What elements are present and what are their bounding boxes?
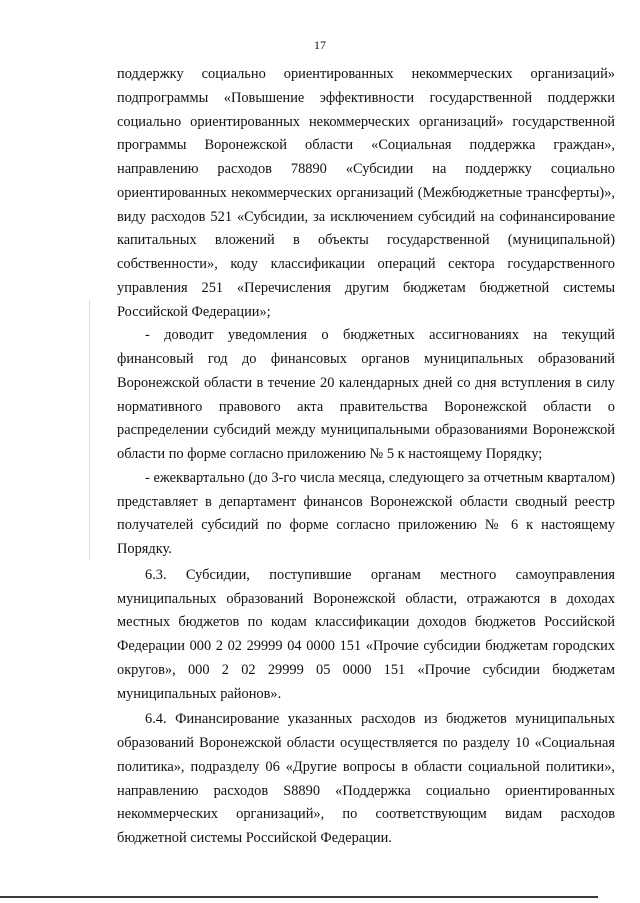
paragraph-6-4: 6.4. Финансирование указанных расходов из бюджетов муниципальных образований Воронежской области осуществляется по разделу 10 «Социальная политика», подразделу 06 «Другие вопросы в области социальной политики», направлению расходов S8890 «Поддержка социально ориентированных некоммерческих организаций», по соответствующим видам расходов бюджетной системы Российской Федерации.	[117, 711, 615, 846]
document-body	[117, 63, 615, 851]
paragraph-continuation: поддержку социально ориентированных некоммерческих организаций» подпрограммы «Повышение эффективности государственной поддержки социально ориентированных некоммерческих организаций» государственной программы Воронежской области «Социальная поддержка граждан», направлению расходов 78890 «Субсидии на поддержку социально ориентированных некоммерческих организаций (Межбюджетные трансферты)», виду расходов 521 «Субсидии, за исключением субсидий на софинансирование капитальных вложений в объекты государственной (муниципальной) собственности», коду классификации операций сектора государственного управления 251 «Перечисления другим бюджетам бюджетной системы Российской Федерации»;	[117, 66, 615, 320]
bottom-rule	[0, 896, 598, 898]
page-number: 17	[314, 38, 326, 52]
scan-margin-mark	[89, 300, 90, 560]
paragraph-quarterly-report: - ежеквартально (до 3-го числа месяца, следующего за отчетным кварталом) представляет в департамент финансов Воронежской области сводный реестр получателей субсидий по форме согласно приложению № 6 к настоящему Порядку.	[117, 469, 615, 557]
paragraph-6-3: 6.3. Субсидии, поступившие органам местного самоуправления муниципальных образований Воронежской области, отражаются в доходах местных бюджетов по кодам классификации доходов бюджетов Российской Федерации 000 2 02 29999 04 0000 151 «Прочие субсидии бюджетам городских округов», 000 2 02 29999 05 0000 151 «Прочие субсидии бюджетам муниципальных районов».	[117, 566, 615, 702]
paragraph-notification: - доводит уведомления о бюджетных ассигнованиях на текущий финансовый год до финансовых органов муниципальных образований Воронежской области в течение 20 календарных дней со дня вступления в силу нормативного правового акта правительства Воронежской области о распределении субсидий между муниципальными образованиями Воронежской области по форме согласно приложению № 5 к настоящему Порядку;	[117, 327, 615, 462]
